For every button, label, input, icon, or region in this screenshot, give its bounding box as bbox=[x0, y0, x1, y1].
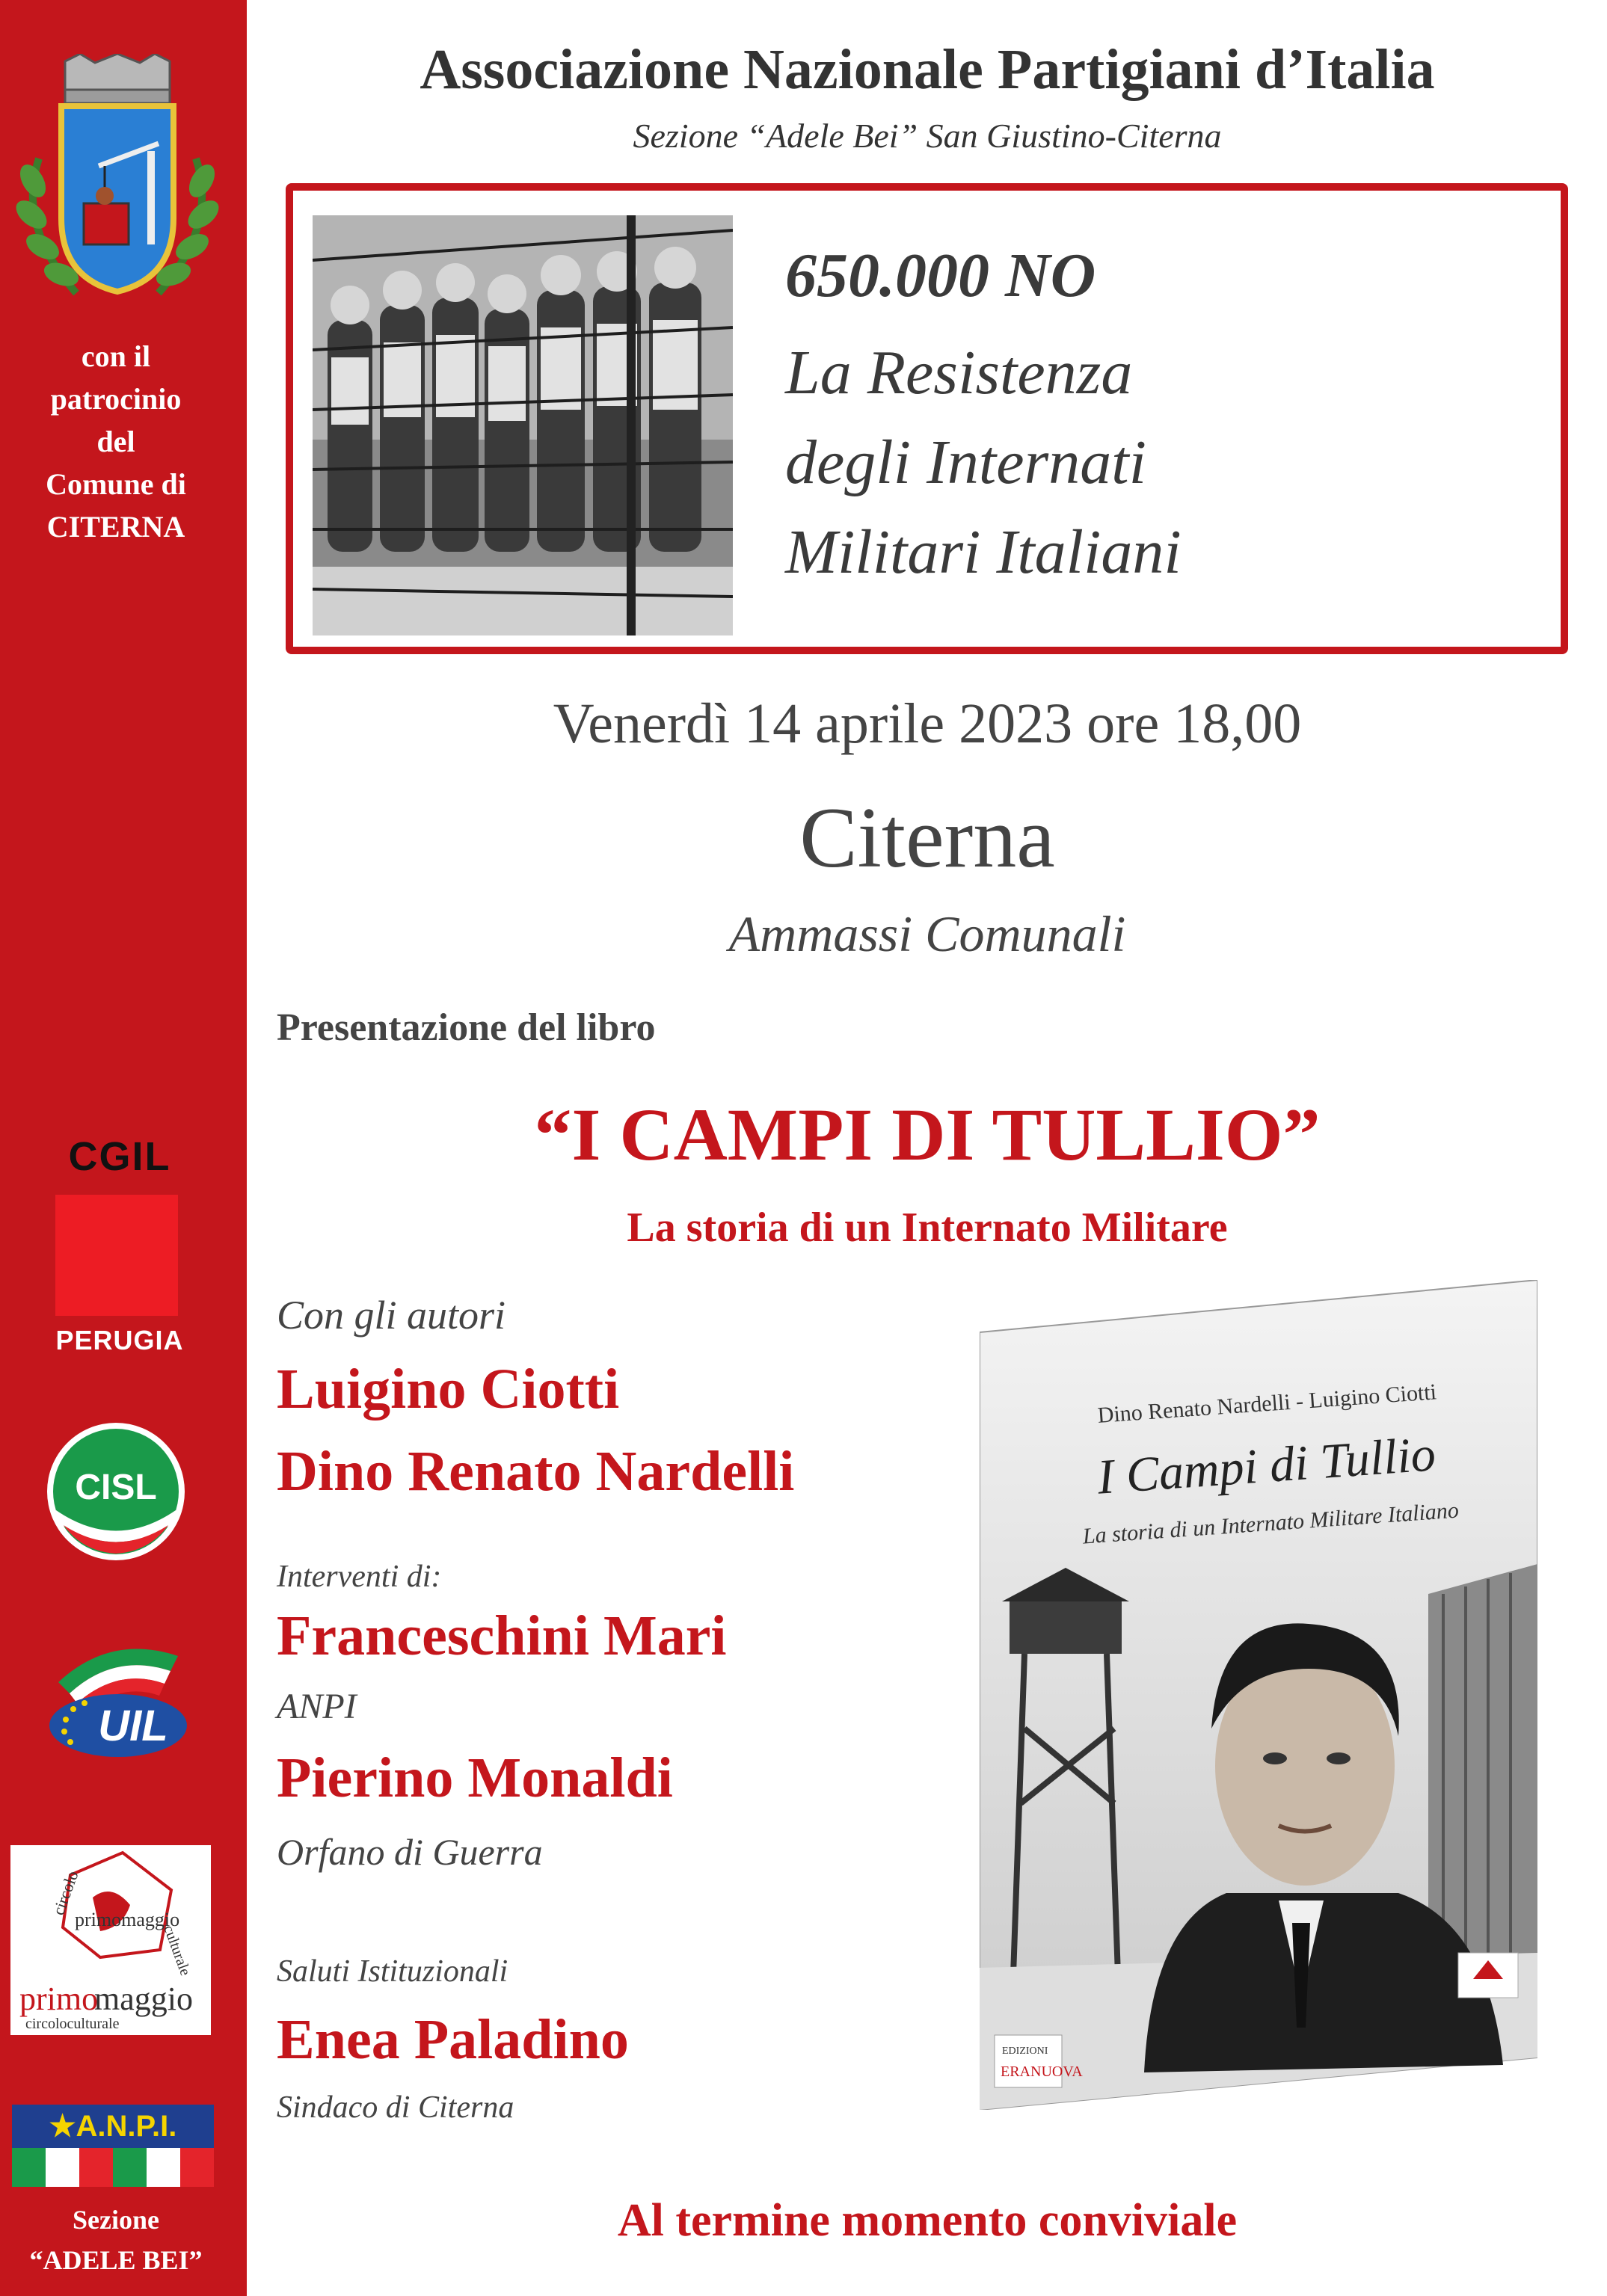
association-subtitle: Sezione “Adele Bei” San Giustino-Citerna bbox=[633, 117, 1222, 155]
anpi-section-text bbox=[0, 2200, 232, 2280]
cover-subtitle: La storia di un Internato Militare Italiano bbox=[1081, 1498, 1460, 1549]
book-cover-image bbox=[980, 1280, 1537, 2110]
box-line: Militari Italiani bbox=[785, 517, 1182, 587]
patronage-line: del bbox=[96, 425, 135, 458]
cover-publisher-b: ERANUOVA bbox=[1001, 2063, 1083, 2080]
primomaggio-brand-c: circoloculturale bbox=[25, 2016, 120, 2032]
cover-publisher-a: EDIZIONI bbox=[1002, 2046, 1048, 2057]
primomaggio-brand-b: maggio bbox=[94, 1980, 193, 2017]
cover-title: I Campi di Tullio bbox=[1096, 1426, 1437, 1505]
book-subtitle: La storia di un Internato Militare bbox=[627, 1204, 1228, 1251]
patronage-line: Comune di bbox=[46, 467, 186, 501]
speaker-role: Orfano di Guerra bbox=[277, 1831, 543, 1873]
section-line: Sezione bbox=[73, 2205, 159, 2235]
cisl-logo-text: CISL bbox=[75, 1468, 157, 1507]
event-date: Venerdì 14 aprile 2023 ore 18,00 bbox=[553, 692, 1302, 755]
speaker-name: Franceschini Mari bbox=[277, 1604, 727, 1667]
association-title: Associazione Nazionale Partigiani d’Italia bbox=[420, 38, 1435, 101]
cisl-logo-icon bbox=[45, 1421, 187, 1563]
greetings-label: Saluti Istituzionali bbox=[277, 1954, 508, 1989]
event-town: Citerna bbox=[799, 790, 1055, 886]
mayor-name: Enea Paladino bbox=[277, 2008, 629, 2071]
author-name: Dino Renato Nardelli bbox=[277, 1440, 795, 1503]
primomaggio-brand-a: primo bbox=[19, 1980, 99, 2017]
speaker-name: Pierino Monaldi bbox=[277, 1746, 673, 1809]
cgil-logo-word: CGIL bbox=[68, 1134, 171, 1179]
primomaggio-side-text: culturale bbox=[160, 1923, 194, 1978]
anpi-logo-text: ★A.N.P.I. bbox=[12, 2105, 214, 2148]
internees-photo bbox=[313, 215, 733, 635]
event-place: Ammassi Comunali bbox=[728, 905, 1126, 962]
patronage-line: patrocinio bbox=[50, 382, 182, 416]
cgil-logo-icon bbox=[55, 1195, 178, 1316]
book-title: “I CAMPI DI TULLIO” bbox=[534, 1093, 1321, 1176]
mayor-role: Sindaco di Citerna bbox=[277, 2090, 514, 2125]
patronage-line: con il bbox=[81, 339, 151, 373]
anpi-flag-icon bbox=[12, 2148, 214, 2187]
closing-note: Al termine momento conviviale bbox=[617, 2195, 1238, 2246]
box-line: degli Internati bbox=[785, 428, 1146, 497]
box-line: La Resistenza bbox=[785, 338, 1133, 407]
uil-logo-icon bbox=[43, 1637, 193, 1764]
uil-logo-text: UIL bbox=[98, 1702, 168, 1750]
patronage-line: CITERNA bbox=[46, 510, 185, 544]
primomaggio-mid-text: primomaggio bbox=[75, 1909, 180, 1930]
section-line: “ADELE BEI” bbox=[29, 2245, 203, 2275]
cover-authors: Dino Renato Nardelli - Luigino Ciotti bbox=[1096, 1379, 1437, 1428]
speakers-label: Interventi di: bbox=[277, 1560, 442, 1594]
primomaggio-top-text: circolo bbox=[49, 1868, 82, 1918]
author-name: Luigino Ciotti bbox=[277, 1358, 620, 1421]
primomaggio-logo-icon bbox=[10, 1845, 211, 2035]
speaker-role: ANPI bbox=[277, 1687, 357, 1726]
authors-label: Con gli autori bbox=[277, 1293, 506, 1338]
patronage-text bbox=[0, 335, 232, 548]
coat-of-arms-icon bbox=[9, 54, 226, 316]
box-headline: 650.000 NO bbox=[785, 241, 1096, 310]
primomaggio-logo bbox=[10, 1845, 211, 2035]
book-intro: Presentazione del libro bbox=[277, 1006, 656, 1049]
cgil-city: PERUGIA bbox=[55, 1325, 184, 1355]
anpi-logo bbox=[12, 2105, 214, 2187]
